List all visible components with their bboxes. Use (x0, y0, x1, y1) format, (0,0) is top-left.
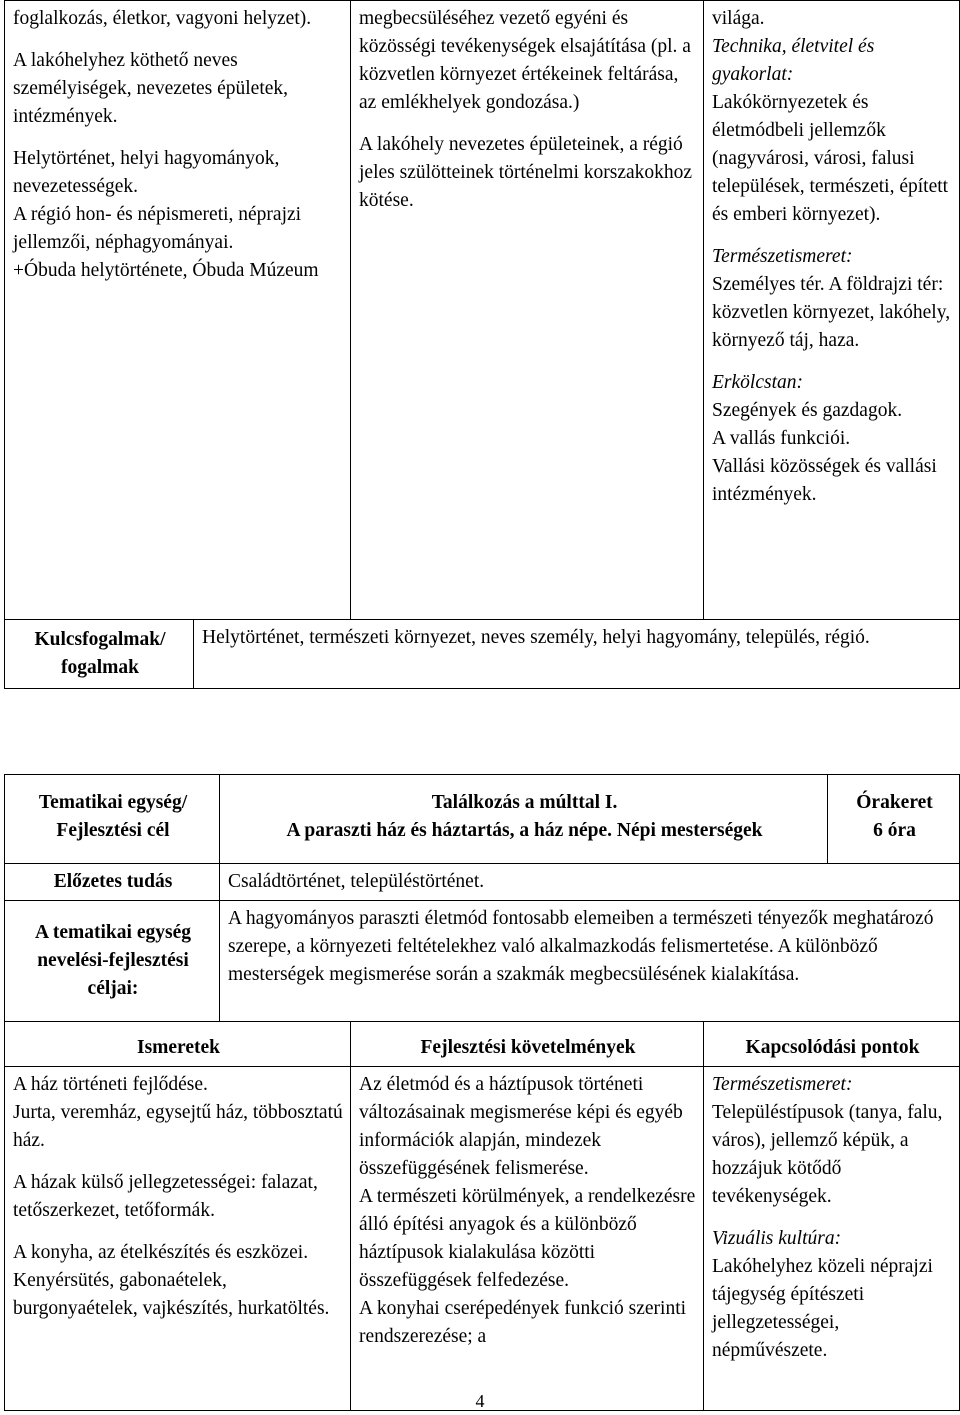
top-ismeretek-line: A lakóhelyhez köthető neves személyiségek, nevezetes épületek, intézmények. (13, 50, 289, 127)
ismeretek-line: Kenyérsütés, gabonaételek, burgonyaételek, vajkészítés, hurkatöltés. (13, 1270, 330, 1319)
top-kapcsolodasi-line: Szegények és gazdagok. (712, 400, 903, 421)
top-fejlesztesi-cell (351, 1, 704, 620)
header-kapcsolodasi: Kapcsolódási pontok (704, 1022, 960, 1067)
top-ismeretek-line: +Óbuda helytörténete, Óbuda Múzeum (13, 260, 319, 281)
thematic-unit-table (4, 774, 960, 1411)
unit-title-cell (220, 775, 828, 864)
orakeret-label: Órakeret (856, 792, 933, 813)
fejlesztesi-line: Az életmód és a háztípusok történeti változásainak megismerése képi és egyéb információk alapján, mindezek összefüggésének felismerése. (359, 1074, 683, 1179)
top-kapcsolodasi-line: világa. (712, 8, 765, 29)
header-fejlesztesi: Fejlesztési követelmények (351, 1022, 704, 1067)
top-ismeretek-line: A régió hon- és népismereti, néprajzi jellemzői, néphagyományai. (13, 204, 302, 253)
kapcsolodasi-line: Lakóhelyhez közeli néprajzi tájegység építészeti jellegzetességei, népművészete. (712, 1256, 933, 1361)
unit-subtitle: A paraszti ház és háztartás, a ház népe. Népi mesterségek (286, 820, 763, 841)
unit-title: Találkozás a múlttal I. (431, 792, 618, 813)
kapcsolodasi-cell (704, 1067, 960, 1411)
ismeretek-line: Jurta, veremház, egysejtű ház, többosztatú ház. (13, 1102, 343, 1151)
fejlesztesi-line: A konyhai cserépedények funkció szerinti rendszerezése; a (359, 1298, 687, 1347)
kapcsolodasi-subject: Vizuális kultúra: (712, 1228, 842, 1249)
celjai-label: A tematikai egység nevelési-fejlesztési céljai: (5, 901, 220, 1022)
top-ismeretek-cell (5, 1, 351, 620)
fejlesztesi-line: A természeti körülmények, a rendelkezésre álló építési anyagok és a különböző háztípusok kialakulása közötti összefüggések felfedezése. (359, 1186, 696, 1291)
celjai-value: A hagyományos paraszti életmód fontosabb elemeiben a természeti tényezők meghatározó szerepe, a környezeti feltételekhez való alkalmazkodás felismertetése. A különböző mesterségek megismerése során a szakmák megbecsülésének kialakítása. (220, 901, 960, 1022)
ismeretek-line: A konyha, az ételkészítés és eszközei. (13, 1242, 309, 1263)
ismeretek-cell (5, 1067, 351, 1411)
ismeretek-line: A ház történeti fejlődése. (13, 1074, 208, 1095)
tematikai-egyseg-label: Tematikai egység/ Fejlesztési cél (5, 775, 220, 864)
kapcsolodasi-line: Településtípusok (tanya, falu, város), jellemző képük, a hozzájuk kötődő tevékenységek. (712, 1102, 943, 1207)
top-fejlesztesi-line: A lakóhely nevezetes épületeinek, a régió jeles szülötteinek történelmi korszakokhoz kötése. (359, 134, 693, 211)
top-fejlesztesi-line: megbecsüléséhez vezető egyéni és közösségi tevékenységek elsajátítása (pl. a közvetlen környezet értékeinek feltárása, az emlékhelyek gondozása.) (359, 8, 691, 113)
fejlesztesi-cell (351, 1067, 704, 1411)
top-content-table (4, 0, 960, 689)
top-kapcsolodasi-line: Lakókörnyezetek és életmódbeli jellemzők (nagyvárosi, városi, falusi települések, természeti, épített és emberi környezet). (712, 92, 949, 225)
top-kapcsolodasi-cell (704, 1, 960, 620)
top-kapcsolodasi-line: A vallás funkciói. (712, 428, 851, 449)
kapcsolodasi-subject: Természetismeret: (712, 1074, 853, 1095)
page-number: 4 (475, 1391, 485, 1411)
elozetes-tudas-value: Családtörténet, településtörténet. (220, 864, 960, 901)
orakeret-cell (828, 775, 960, 864)
top-ismeretek-line: foglalkozás, életkor, vagyoni helyzet). (13, 8, 312, 29)
top-kapcsolodasi-subject: Erkölcstan: (712, 372, 803, 393)
top-kapcsolodasi-line: Személyes tér. A földrajzi tér: közvetlen környezet, lakóhely, környező táj, haza. (712, 274, 951, 351)
header-ismeretek: Ismeretek (5, 1022, 351, 1067)
kulcsfogalmak-label: Kulcsfogalmak/ fogalmak (5, 620, 194, 689)
top-kapcsolodasi-subject: Természetismeret: (712, 246, 853, 267)
ismeretek-line: A házak külső jellegzetességei: falazat, tetőszerkezet, tetőformák. (13, 1172, 318, 1221)
top-kapcsolodasi-subject: Technika, életvitel és gyakorlat: (712, 36, 875, 85)
top-kapcsolodasi-line: Vallási közösségek és vallási intézmények. (712, 456, 937, 505)
elozetes-tudas-label: Előzetes tudás (5, 864, 220, 901)
orakeret-value: 6 óra (873, 820, 916, 841)
kulcsfogalmak-value: Helytörténet, természeti környezet, neves személy, helyi hagyomány, település, régió. (194, 620, 960, 689)
top-ismeretek-line: Helytörténet, helyi hagyományok, nevezetességek. (13, 148, 280, 197)
